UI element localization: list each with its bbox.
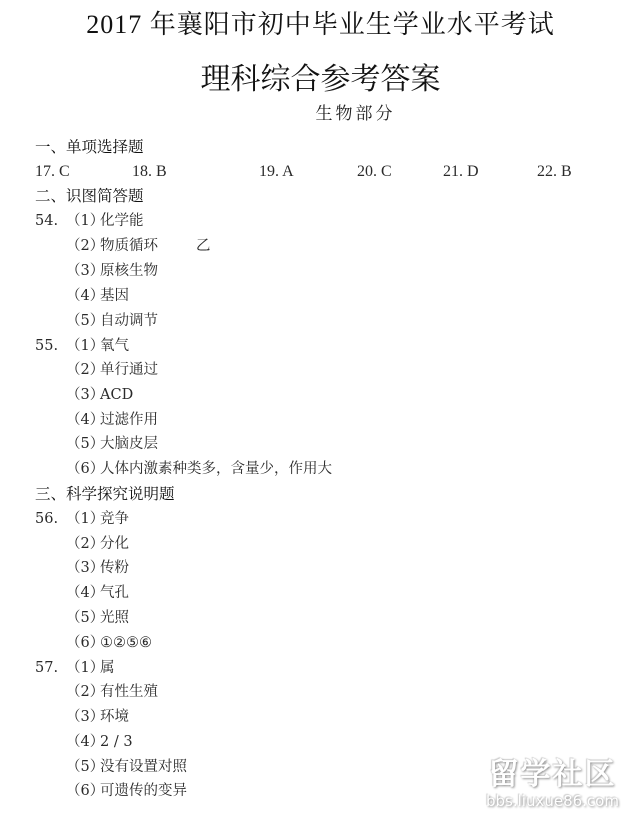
- question-number: 57.: [35, 660, 59, 676]
- answer-text: 传粉: [100, 560, 129, 576]
- mc-answer-22: 22. B: [537, 163, 572, 180]
- question-number: 55.: [35, 338, 59, 354]
- mc-answer-19: 19. A: [259, 163, 294, 180]
- answer-text: 竞争: [100, 511, 129, 527]
- answer-text: 大脑皮层: [100, 436, 158, 452]
- sub-number: （2）: [66, 362, 105, 378]
- sub-number: （3）: [66, 709, 105, 725]
- answer-text: 物质循环: [100, 238, 158, 254]
- watermark-logo-text: 留学社区: [488, 757, 617, 792]
- answer-text: 分化: [100, 536, 129, 552]
- answer-text: 人体内激素种类多，含量少，作用大: [100, 461, 332, 477]
- answer-text: 有性生殖: [100, 684, 158, 700]
- section-heading-inquiry-questions: 三、科学探究说明题: [35, 485, 175, 503]
- mc-answer-21: 21. D: [443, 163, 479, 180]
- exam-title: 2017 年襄阳市初中毕业生学业水平考试: [86, 10, 555, 39]
- sub-number: （1）: [66, 660, 105, 676]
- section-heading-multiple-choice: 一、单项选择题: [35, 138, 144, 156]
- answer-key-title: 理科综合参考答案: [200, 62, 441, 97]
- answer-text: 过滤作用: [100, 412, 158, 428]
- answer-text: 单行通过: [100, 362, 158, 378]
- answer-text: 环境: [100, 709, 129, 725]
- answer-text: 属: [100, 660, 115, 676]
- sub-number: （1）: [66, 338, 105, 354]
- sub-number: （2）: [66, 238, 105, 254]
- answer-text: ①②⑤⑥: [100, 635, 152, 651]
- sub-number: （4）: [66, 585, 105, 601]
- sub-number: （4）: [66, 734, 105, 750]
- sub-number: （6）: [66, 461, 105, 477]
- watermark-url: bbs.liuxue86.com: [486, 792, 619, 810]
- part-title: 生物部分: [315, 104, 396, 124]
- sub-number: （1）: [66, 213, 105, 229]
- watermark: [470, 758, 635, 818]
- answer-text: 光照: [100, 610, 129, 626]
- answer-text: 气孔: [100, 585, 129, 601]
- answer-text: 基因: [100, 288, 129, 304]
- sub-number: （2）: [66, 684, 105, 700]
- sub-number: （4）: [66, 412, 105, 428]
- mc-answer-20: 20. C: [357, 163, 392, 180]
- answer-text: 没有设置对照: [100, 759, 187, 775]
- answer-text: 化学能: [100, 213, 144, 229]
- sub-number: （3）: [66, 263, 105, 279]
- section-heading-diagram-questions: 二、识图简答题: [35, 187, 144, 205]
- sub-number: （4）: [66, 288, 105, 304]
- sub-number: （2）: [66, 536, 105, 552]
- mc-answer-18: 18. B: [132, 163, 167, 180]
- sub-number: （3）: [66, 387, 105, 403]
- sub-number: （5）: [66, 610, 105, 626]
- sub-number: （3）: [66, 560, 105, 576]
- answer-extra: 乙: [196, 238, 211, 254]
- answer-text: 2 / 3: [100, 734, 133, 750]
- answer-text: 自动调节: [100, 313, 158, 329]
- sub-number: （5）: [66, 759, 105, 775]
- sub-number: （1）: [66, 511, 105, 527]
- answer-text: ACD: [100, 387, 134, 403]
- question-number: 56.: [35, 511, 59, 527]
- answer-text: 氧气: [100, 338, 129, 354]
- sub-number: （5）: [66, 436, 105, 452]
- sub-number: （5）: [66, 313, 105, 329]
- sub-number: （6）: [66, 783, 105, 799]
- answer-text: 可遗传的变异: [100, 783, 187, 799]
- sub-number: （6）: [66, 635, 105, 651]
- question-number: 54.: [35, 213, 59, 229]
- answer-text: 原核生物: [100, 263, 158, 279]
- mc-answer-17: 17. C: [35, 163, 70, 180]
